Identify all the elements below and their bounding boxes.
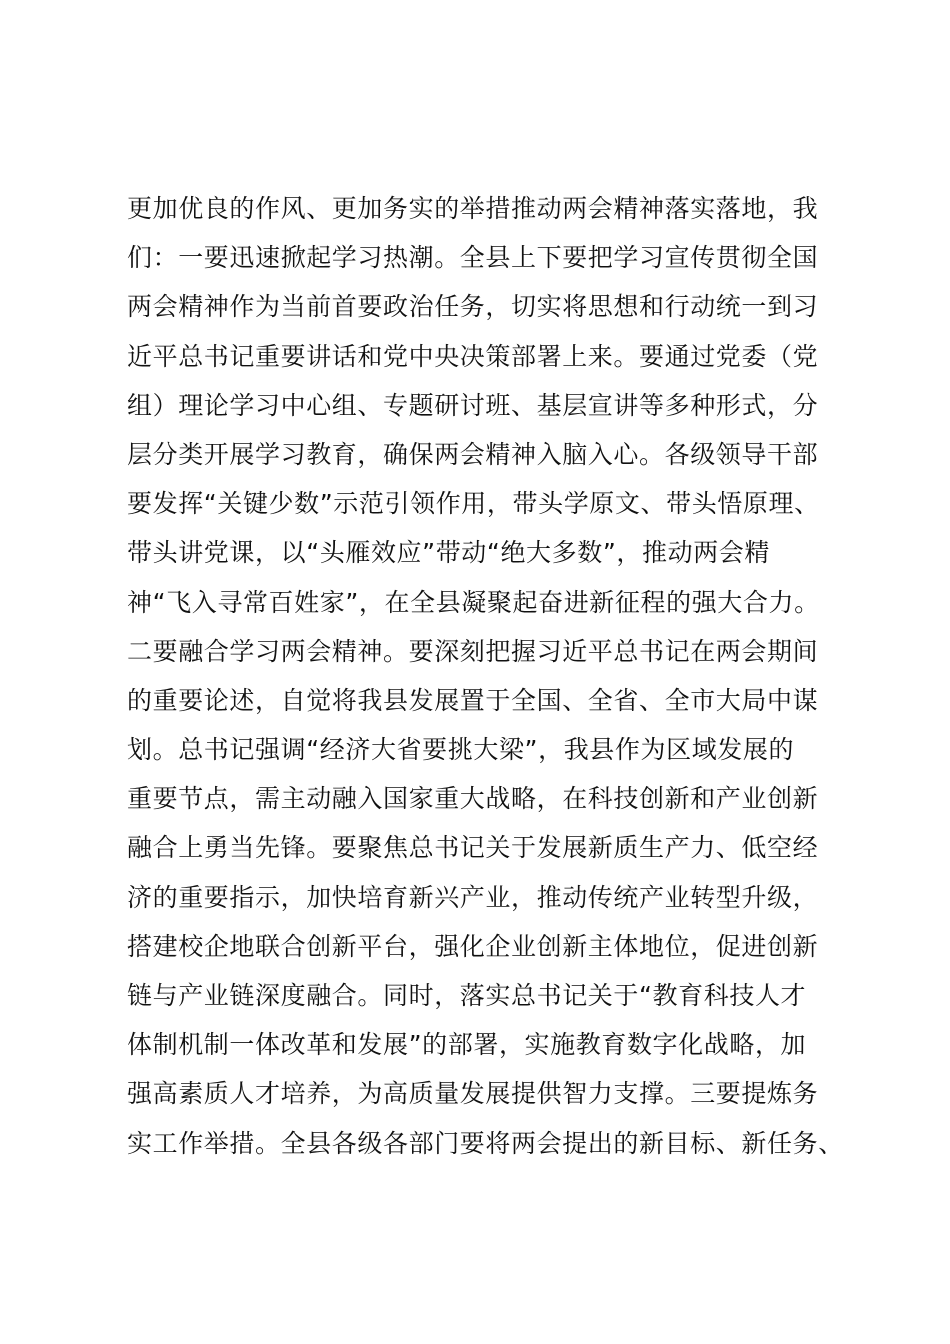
text-line: 们：一要迅速掀起学习热潮。全县上下要把学习宣传贯彻全国 <box>127 243 819 273</box>
text-line: 济的重要指示，加快培育新兴产业，推动传统产业转型升级， <box>127 882 819 912</box>
text-line: 更加优良的作风、更加务实的举措推动两会精神落实落地，我 <box>127 194 819 223</box>
text-line: 组）理论学习中心组、专题研讨班、基层宣讲等多种形式，分 <box>127 390 819 420</box>
text-line: 近平总书记重要讲话和党中央决策部署上来。要通过党委（党 <box>127 341 819 371</box>
text-line: 神“飞入寻常百姓家”，在全县凝聚起奋进新征程的强大合力。 <box>127 587 820 617</box>
text-line: 层分类开展学习教育，确保两会精神入脑入心。各级领导干部 <box>127 439 819 469</box>
text-line: 强高素质人才培养，为高质量发展提供智力支撑。三要提炼务 <box>127 1079 819 1109</box>
text-line: 要发挥“关键少数”示范引领作用，带头学原文、带头悟原理、 <box>127 489 820 519</box>
body-text <box>127 184 857 1168</box>
text-line: 二要融合学习两会精神。要深刻把握习近平总书记在两会期间 <box>127 636 819 666</box>
text-line: 带头讲党课，以“头雁效应”带动“绝大多数”，推动两会精 <box>127 538 771 568</box>
text-line: 实工作举措。全县各级各部门要将两会提出的新目标、新任务、 <box>127 1128 844 1158</box>
text-line: 搭建校企地联合创新平台，强化企业创新主体地位，促进创新 <box>127 931 819 961</box>
text-line: 体制机制一体改革和发展”的部署，实施教育数字化战略，加 <box>127 1030 807 1060</box>
text-line: 划。总书记强调“经济大省要挑大梁”，我县作为区域发展的 <box>127 735 795 765</box>
text-line: 重要节点，需主动融入国家重大战略，在科技创新和产业创新 <box>127 784 819 814</box>
text-line: 链与产业链深度融合。同时，落实总书记关于“教育科技人才 <box>127 981 807 1010</box>
text-line: 融合上勇当先锋。要聚焦总书记关于发展新质生产力、低空经 <box>127 833 819 863</box>
text-line: 两会精神作为当前首要政治任务，切实将思想和行动统一到习 <box>127 292 819 322</box>
text-line: 的重要论述，自觉将我县发展置于全国、全省、全市大局中谋 <box>127 685 819 715</box>
